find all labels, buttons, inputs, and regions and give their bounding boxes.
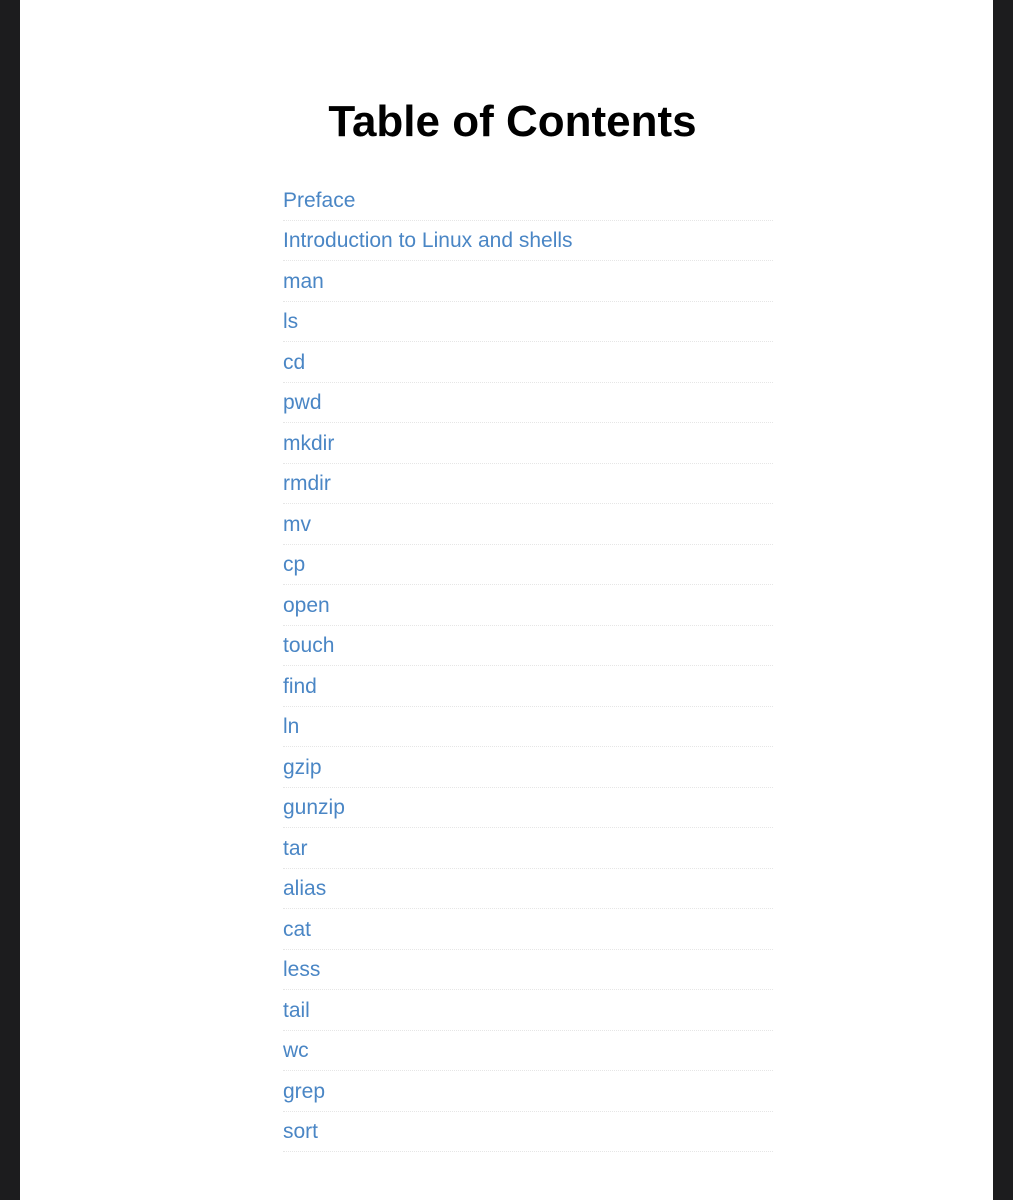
toc-entry	[283, 180, 773, 221]
toc-link[interactable]: touch	[283, 634, 335, 658]
toc-entry	[283, 383, 773, 424]
toc-entry	[283, 626, 773, 667]
toc-link[interactable]: man	[283, 269, 324, 293]
toc-entry	[283, 585, 773, 626]
toc-link[interactable]: Introduction to Linux and shells	[283, 229, 573, 253]
toc-link[interactable]: gzip	[283, 755, 322, 779]
toc-entry	[283, 707, 773, 748]
document-page	[20, 0, 993, 1200]
toc-link[interactable]: mkdir	[283, 431, 335, 455]
toc-entry	[283, 1112, 773, 1153]
toc-link[interactable]: alias	[283, 877, 327, 901]
toc-link[interactable]: sort	[283, 1120, 319, 1144]
toc-entry	[283, 747, 773, 788]
toc-link[interactable]: cp	[283, 553, 306, 577]
toc-link[interactable]: wc	[283, 1039, 309, 1063]
toc-link[interactable]: less	[283, 958, 321, 982]
page-title: Table of Contents	[328, 97, 697, 146]
toc-entry	[283, 909, 773, 950]
toc-entry	[283, 869, 773, 910]
toc-link[interactable]: pwd	[283, 391, 322, 415]
toc-entry	[283, 464, 773, 505]
toc-entry	[283, 545, 773, 586]
toc-link[interactable]: cd	[283, 350, 306, 374]
toc-entry	[283, 1071, 773, 1112]
toc-link[interactable]: open	[283, 593, 330, 617]
toc-entry	[283, 666, 773, 707]
toc-link[interactable]: rmdir	[283, 472, 331, 496]
toc-entry	[283, 221, 773, 262]
toc-entry	[283, 828, 773, 869]
toc-link[interactable]: tail	[283, 998, 310, 1022]
toc-link[interactable]: grep	[283, 1079, 326, 1103]
toc-link[interactable]: Preface	[283, 188, 356, 212]
toc-link[interactable]: mv	[283, 512, 311, 536]
toc-link[interactable]: ls	[283, 310, 299, 334]
toc-entry	[283, 302, 773, 343]
toc-entry	[283, 990, 773, 1031]
toc-list	[283, 180, 773, 1152]
toc-entry	[283, 342, 773, 383]
toc-entry	[283, 1031, 773, 1072]
toc-entry	[283, 261, 773, 302]
toc-entry	[283, 950, 773, 991]
toc-link[interactable]: ln	[283, 715, 300, 739]
toc-link[interactable]: cat	[283, 917, 312, 941]
toc-entry	[283, 788, 773, 829]
toc-entry	[283, 423, 773, 464]
toc-link[interactable]: gunzip	[283, 796, 345, 820]
toc-link[interactable]: find	[283, 674, 317, 698]
toc-link[interactable]: tar	[283, 836, 308, 860]
toc-entry	[283, 504, 773, 545]
